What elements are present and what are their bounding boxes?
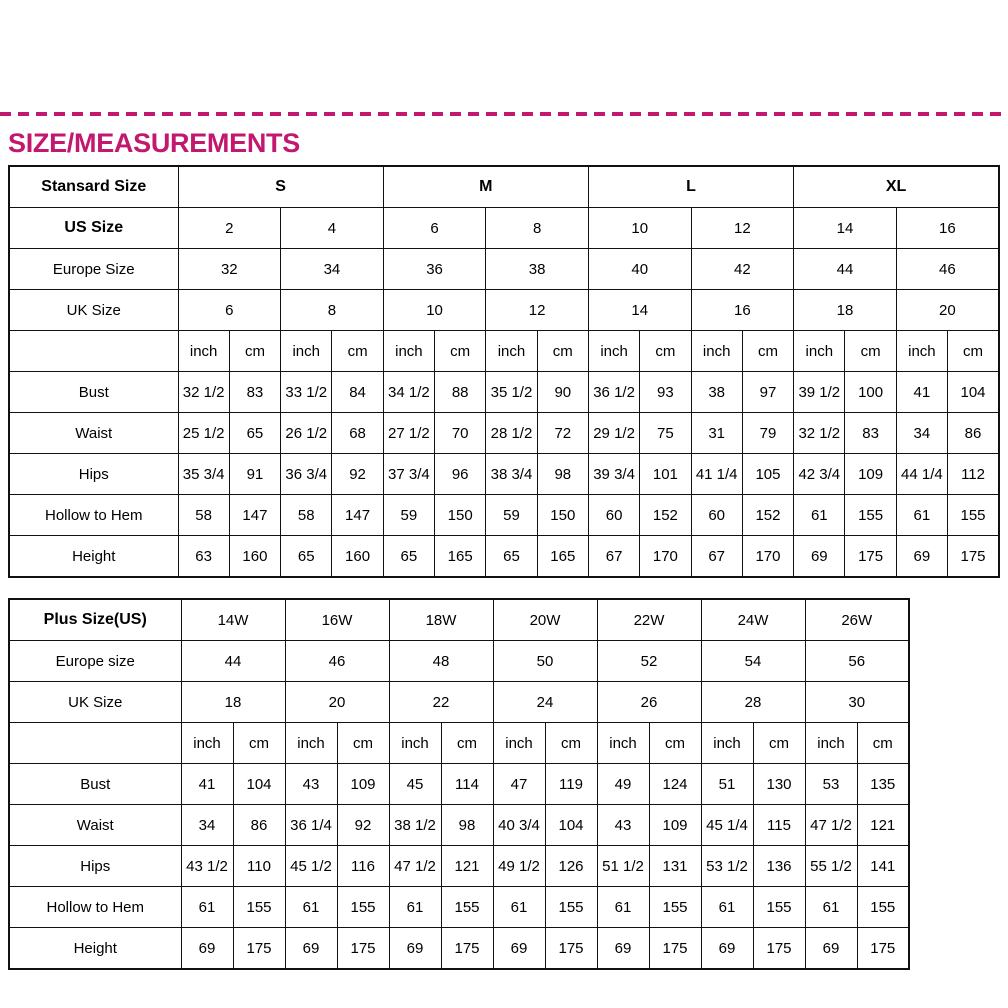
cell: 61 — [597, 887, 649, 928]
unit-cell: inch — [486, 331, 537, 372]
cell: 61 — [794, 495, 845, 536]
cell: 45 1/2 — [285, 846, 337, 887]
table-row — [9, 846, 909, 887]
cell: 75 — [640, 413, 691, 454]
cell: 72 — [537, 413, 588, 454]
plus-size-24w: 24W — [701, 599, 805, 641]
cell: 28 1/2 — [486, 413, 537, 454]
row-label-europe-size: Europe size — [9, 641, 181, 682]
cell: 97 — [742, 372, 793, 413]
cell: 109 — [845, 454, 896, 495]
cell: 93 — [640, 372, 691, 413]
unit-cell: cm — [332, 331, 383, 372]
cell: 61 — [701, 887, 753, 928]
unit-cell: cm — [857, 723, 909, 764]
cell: 6 — [383, 208, 486, 249]
cell: 35 3/4 — [178, 454, 229, 495]
cell: 175 — [845, 536, 896, 578]
unit-cell: cm — [948, 331, 999, 372]
cell: 59 — [486, 495, 537, 536]
unit-cell: cm — [640, 331, 691, 372]
cell: 135 — [857, 764, 909, 805]
cell: 46 — [896, 249, 999, 290]
table-row — [9, 249, 999, 290]
group-size-l: L — [588, 166, 793, 208]
cell: 38 — [486, 249, 589, 290]
cell: 68 — [332, 413, 383, 454]
cell: 14 — [588, 290, 691, 331]
cell: 25 1/2 — [178, 413, 229, 454]
cell: 65 — [281, 536, 332, 578]
cell: 2 — [178, 208, 281, 249]
cell: 36 — [383, 249, 486, 290]
unit-cell: inch — [805, 723, 857, 764]
cell: 165 — [435, 536, 486, 578]
cell: 69 — [794, 536, 845, 578]
cell: 170 — [640, 536, 691, 578]
group-size-xl: XL — [794, 166, 999, 208]
cell: 34 — [181, 805, 233, 846]
page-title: SIZE/MEASUREMENTS — [8, 128, 300, 158]
cell: 38 1/2 — [389, 805, 441, 846]
cell: 165 — [537, 536, 588, 578]
row-label-height: Height — [9, 536, 178, 578]
cell: 175 — [545, 928, 597, 970]
cell: 42 3/4 — [794, 454, 845, 495]
unit-cell: inch — [285, 723, 337, 764]
cell: 112 — [948, 454, 999, 495]
cell: 70 — [435, 413, 486, 454]
unit-cell: cm — [545, 723, 597, 764]
cell: 44 1/4 — [896, 454, 947, 495]
cell: 43 — [597, 805, 649, 846]
cell: 61 — [285, 887, 337, 928]
row-label-waist: Waist — [9, 413, 178, 454]
cell: 69 — [597, 928, 649, 970]
cell: 65 — [486, 536, 537, 578]
cell: 152 — [640, 495, 691, 536]
cell: 86 — [948, 413, 999, 454]
cell: 40 3/4 — [493, 805, 545, 846]
group-size-s: S — [178, 166, 383, 208]
cell: 16 — [896, 208, 999, 249]
cell: 175 — [337, 928, 389, 970]
table-row — [9, 495, 999, 536]
cell: 51 — [701, 764, 753, 805]
cell: 44 — [794, 249, 897, 290]
cell: 32 1/2 — [178, 372, 229, 413]
cell: 28 — [701, 682, 805, 723]
table-row — [9, 372, 999, 413]
cell: 42 — [691, 249, 794, 290]
cell: 175 — [233, 928, 285, 970]
cell: 31 — [691, 413, 742, 454]
cell: 136 — [753, 846, 805, 887]
unit-cell: inch — [896, 331, 947, 372]
cell: 24 — [493, 682, 597, 723]
cell: 109 — [649, 805, 701, 846]
cell: 69 — [181, 928, 233, 970]
cell: 110 — [233, 846, 285, 887]
row-label-uk-size: UK Size — [9, 290, 178, 331]
cell: 4 — [281, 208, 384, 249]
cell: 105 — [742, 454, 793, 495]
cell: 49 — [597, 764, 649, 805]
table-row — [9, 454, 999, 495]
unit-cell: cm — [753, 723, 805, 764]
cell: 86 — [233, 805, 285, 846]
cell: 14 — [794, 208, 897, 249]
cell: 36 3/4 — [281, 454, 332, 495]
cell: 60 — [691, 495, 742, 536]
cell: 61 — [896, 495, 947, 536]
cell: 26 1/2 — [281, 413, 332, 454]
cell: 18 — [181, 682, 285, 723]
table-row — [9, 764, 909, 805]
cell: 160 — [332, 536, 383, 578]
cell: 104 — [545, 805, 597, 846]
unit-cell: inch — [597, 723, 649, 764]
cell: 22 — [389, 682, 493, 723]
cell: 56 — [805, 641, 909, 682]
cell: 84 — [332, 372, 383, 413]
cell: 155 — [545, 887, 597, 928]
table-row — [9, 641, 909, 682]
cell: 124 — [649, 764, 701, 805]
unit-cell: inch — [588, 331, 639, 372]
unit-cell: inch — [383, 331, 434, 372]
row-label-hips: Hips — [9, 454, 178, 495]
cell: 65 — [383, 536, 434, 578]
unit-cell: inch — [691, 331, 742, 372]
cell: 63 — [178, 536, 229, 578]
cell: 126 — [545, 846, 597, 887]
plus-size-table — [8, 598, 910, 970]
row-label-hollow-to-hem: Hollow to Hem — [9, 495, 178, 536]
cell: 61 — [493, 887, 545, 928]
row-label-hips: Hips — [9, 846, 181, 887]
cell: 65 — [229, 413, 280, 454]
cell: 41 — [181, 764, 233, 805]
cell: 147 — [229, 495, 280, 536]
cell: 10 — [588, 208, 691, 249]
cell: 170 — [742, 536, 793, 578]
cell: 98 — [441, 805, 493, 846]
table-row — [9, 413, 999, 454]
unit-cell: inch — [281, 331, 332, 372]
cell: 29 1/2 — [588, 413, 639, 454]
cell: 47 — [493, 764, 545, 805]
cell: 10 — [383, 290, 486, 331]
cell: 96 — [435, 454, 486, 495]
cell: 155 — [845, 495, 896, 536]
cell: 58 — [178, 495, 229, 536]
cell: 16 — [691, 290, 794, 331]
row-label-uk-size: UK Size — [9, 682, 181, 723]
unit-cell: cm — [537, 331, 588, 372]
cell: 109 — [337, 764, 389, 805]
table-row — [9, 682, 909, 723]
row-header: Plus Size(US) — [9, 599, 181, 641]
table-row-units — [9, 723, 909, 764]
cell: 32 1/2 — [794, 413, 845, 454]
cell: 35 1/2 — [486, 372, 537, 413]
cell: 32 — [178, 249, 281, 290]
table-row — [9, 290, 999, 331]
cell: 69 — [701, 928, 753, 970]
cell: 40 — [588, 249, 691, 290]
cell: 34 — [281, 249, 384, 290]
table-row — [9, 599, 909, 641]
cell: 121 — [857, 805, 909, 846]
group-size-m: M — [383, 166, 588, 208]
cell: 38 3/4 — [486, 454, 537, 495]
cell: 131 — [649, 846, 701, 887]
cell: 47 1/2 — [805, 805, 857, 846]
cell: 52 — [597, 641, 701, 682]
cell: 155 — [948, 495, 999, 536]
unit-cell: inch — [181, 723, 233, 764]
table-row — [9, 805, 909, 846]
cell: 36 1/2 — [588, 372, 639, 413]
cell: 152 — [742, 495, 793, 536]
cell: 79 — [742, 413, 793, 454]
cell: 20 — [285, 682, 389, 723]
cell: 50 — [493, 641, 597, 682]
cell: 69 — [389, 928, 441, 970]
cell: 90 — [537, 372, 588, 413]
cell: 44 — [181, 641, 285, 682]
cell: 27 1/2 — [383, 413, 434, 454]
row-label-height: Height — [9, 928, 181, 970]
cell: 43 — [285, 764, 337, 805]
unit-cell: cm — [233, 723, 285, 764]
cell: 92 — [337, 805, 389, 846]
cell: 175 — [753, 928, 805, 970]
cell: 37 3/4 — [383, 454, 434, 495]
row-label-empty — [9, 723, 181, 764]
cell: 38 — [691, 372, 742, 413]
row-label-hollow-to-hem: Hollow to Hem — [9, 887, 181, 928]
table-row-units — [9, 331, 999, 372]
cell: 83 — [229, 372, 280, 413]
unit-cell: inch — [794, 331, 845, 372]
cell: 12 — [691, 208, 794, 249]
cell: 115 — [753, 805, 805, 846]
table-gap — [0, 578, 1008, 598]
unit-cell: cm — [435, 331, 486, 372]
cell: 49 1/2 — [493, 846, 545, 887]
cell: 67 — [691, 536, 742, 578]
cell: 39 1/2 — [794, 372, 845, 413]
table-row — [9, 928, 909, 970]
cell: 47 1/2 — [389, 846, 441, 887]
cell: 101 — [640, 454, 691, 495]
cell: 20 — [896, 290, 999, 331]
cell: 141 — [857, 846, 909, 887]
cell: 51 1/2 — [597, 846, 649, 887]
cell: 30 — [805, 682, 909, 723]
unit-cell: inch — [701, 723, 753, 764]
cell: 55 1/2 — [805, 846, 857, 887]
row-label-us-size: US Size — [9, 208, 178, 249]
cell: 175 — [948, 536, 999, 578]
cell: 69 — [805, 928, 857, 970]
cell: 41 1/4 — [691, 454, 742, 495]
table-row — [9, 208, 999, 249]
cell: 54 — [701, 641, 805, 682]
unit-cell: cm — [742, 331, 793, 372]
cell: 175 — [857, 928, 909, 970]
row-label-europe-size: Europe Size — [9, 249, 178, 290]
unit-cell: inch — [178, 331, 229, 372]
table-row — [9, 166, 999, 208]
table-row — [9, 536, 999, 578]
cell: 155 — [441, 887, 493, 928]
cell: 26 — [597, 682, 701, 723]
cell: 116 — [337, 846, 389, 887]
row-label-bust: Bust — [9, 372, 178, 413]
cell: 150 — [537, 495, 588, 536]
cell: 155 — [753, 887, 805, 928]
cell: 92 — [332, 454, 383, 495]
cell: 6 — [178, 290, 281, 331]
cell: 53 — [805, 764, 857, 805]
cell: 58 — [281, 495, 332, 536]
row-label-empty — [9, 331, 178, 372]
cell: 18 — [794, 290, 897, 331]
row-label-waist: Waist — [9, 805, 181, 846]
cell: 98 — [537, 454, 588, 495]
unit-cell: cm — [229, 331, 280, 372]
cell: 150 — [435, 495, 486, 536]
plus-size-22w: 22W — [597, 599, 701, 641]
cell: 48 — [389, 641, 493, 682]
plus-size-16w: 16W — [285, 599, 389, 641]
standard-size-table — [8, 165, 1000, 578]
cell: 155 — [857, 887, 909, 928]
cell: 61 — [805, 887, 857, 928]
cell: 8 — [281, 290, 384, 331]
unit-cell: inch — [493, 723, 545, 764]
cell: 45 1/4 — [701, 805, 753, 846]
unit-cell: cm — [337, 723, 389, 764]
plus-size-20w: 20W — [493, 599, 597, 641]
cell: 45 — [389, 764, 441, 805]
row-label-bust: Bust — [9, 764, 181, 805]
cell: 130 — [753, 764, 805, 805]
cell: 36 1/4 — [285, 805, 337, 846]
unit-cell: cm — [845, 331, 896, 372]
cell: 91 — [229, 454, 280, 495]
cell: 53 1/2 — [701, 846, 753, 887]
cell: 34 1/2 — [383, 372, 434, 413]
table-row — [9, 887, 909, 928]
unit-cell: inch — [389, 723, 441, 764]
row-header: Stansard Size — [9, 166, 178, 208]
plus-size-14w: 14W — [181, 599, 285, 641]
cell: 114 — [441, 764, 493, 805]
cell: 104 — [948, 372, 999, 413]
cell: 69 — [285, 928, 337, 970]
cell: 119 — [545, 764, 597, 805]
plus-size-18w: 18W — [389, 599, 493, 641]
cell: 61 — [181, 887, 233, 928]
cell: 67 — [588, 536, 639, 578]
cell: 39 3/4 — [588, 454, 639, 495]
unit-cell: cm — [441, 723, 493, 764]
cell: 160 — [229, 536, 280, 578]
cell: 100 — [845, 372, 896, 413]
cell: 69 — [493, 928, 545, 970]
cell: 155 — [233, 887, 285, 928]
cell: 88 — [435, 372, 486, 413]
top-whitespace — [0, 0, 1008, 112]
cell: 147 — [332, 495, 383, 536]
cell: 104 — [233, 764, 285, 805]
cell: 43 1/2 — [181, 846, 233, 887]
cell: 8 — [486, 208, 589, 249]
cell: 175 — [441, 928, 493, 970]
plus-size-26w: 26W — [805, 599, 909, 641]
cell: 69 — [896, 536, 947, 578]
cell: 34 — [896, 413, 947, 454]
cell: 175 — [649, 928, 701, 970]
cell: 33 1/2 — [281, 372, 332, 413]
cell: 155 — [337, 887, 389, 928]
cell: 46 — [285, 641, 389, 682]
cell: 41 — [896, 372, 947, 413]
cell: 12 — [486, 290, 589, 331]
cell: 83 — [845, 413, 896, 454]
cell: 60 — [588, 495, 639, 536]
unit-cell: cm — [649, 723, 701, 764]
cell: 155 — [649, 887, 701, 928]
cell: 59 — [383, 495, 434, 536]
cell: 121 — [441, 846, 493, 887]
cell: 61 — [389, 887, 441, 928]
